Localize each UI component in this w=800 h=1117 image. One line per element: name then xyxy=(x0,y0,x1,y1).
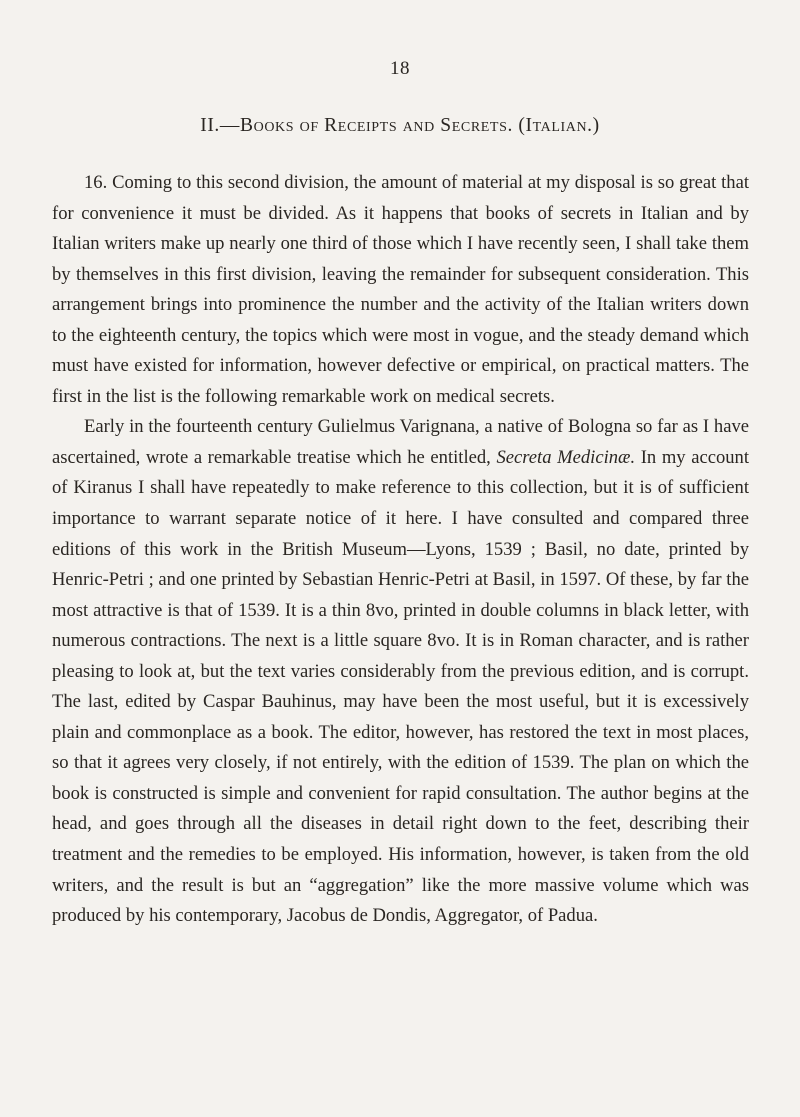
book-title-secreta-medicinae: Secreta Medicinæ. xyxy=(496,446,636,468)
paragraph-text-after-title: In my account of Kiranus I shall have repeatedly to make reference to this collection, but it is of sufficient importance to warrant separate notice of it here. I have consulted and compared three editions of this work in the British Museum—Lyons, 1539 ; Basil, no date, printed by Henric-Petri ; and one printed by Sebastian Henric-Petri at Basil, in 1597. Of these, by far the most attractive is that of 1539. It is a thin 8vo, printed in double columns in black letter, with numerous contractions. The next is a little square 8vo. It is in Roman character, and is rather pleasing to look at, but the text varies considerably from the previous edition, and is corrupt. The last, edited by Caspar Bauhinus, may have been the most useful, but it is excessively plain and commonplace as a book. The editor, however, has restored the text in most places, so that it agrees very closely, if not entirely, with the edition of 1539. The plan on which the book is constructed is simple and convenient for rapid consultation. The author begins at the head, and goes through all the diseases in detail right down to the feet, describing their treatment and the remedies to be employed. His information, however, is taken from the old writers, and the result is but an “aggregation” like the more massive volume which was produced by his contemporary, Jacobus de Dondis, Aggregator, of Padua. xyxy=(52,446,750,927)
paragraph-text-before-title: Early in the fourteenth century Gulielmus Varignana, a native of Bologna so far as I have ascertained, wrote a remarkable treatise which he entitled, xyxy=(52,416,749,468)
page-number: 18 xyxy=(390,58,410,79)
paragraph-16: 16. Coming to this second division, the amount of material at my disposal is so great that for convenience it must be divided. As it happens that books of secrets in Italian and by Italian writers make up nearly one third of those which I have recently seen, I shall take them by themselves in this first division, leaving the remainder for subsequent consideration. This arrangement brings into prominence the number and the activity of the Italian writers down to the eighteenth century, the topics which were most in vogue, and the steady demand which must have existed for information, however defective or empirical, on practical matters. The first in the list is the following remarkable work on medical secrets. xyxy=(52,172,749,407)
section-heading: II.—Books of Receipts and Secrets. (Italian.) xyxy=(200,115,600,136)
paragraph-varignana xyxy=(52,412,749,931)
body-text xyxy=(52,168,749,932)
